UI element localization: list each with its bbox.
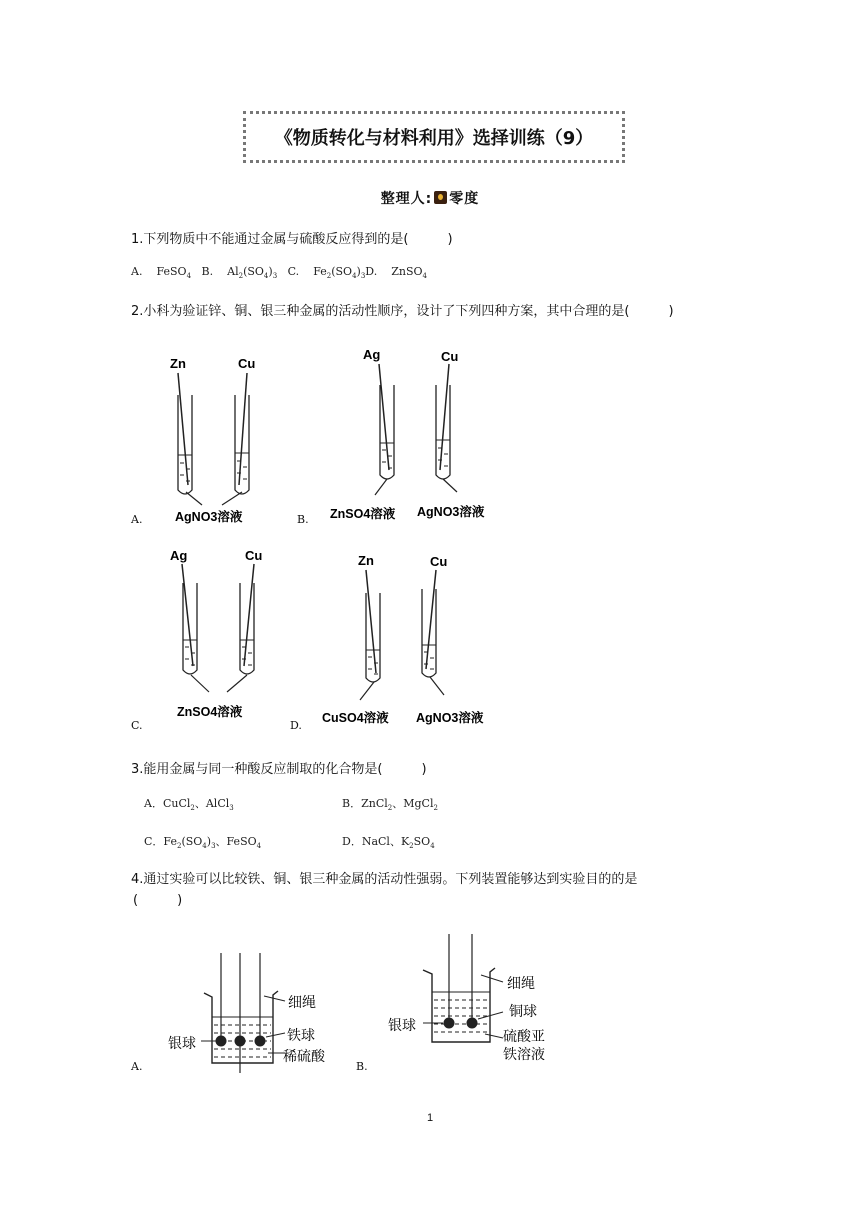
q4-b-copper-ball — [467, 1018, 478, 1029]
q2-figure-d — [320, 545, 500, 735]
q2-c-left-metal: Ag — [170, 548, 188, 563]
q1-stem: 1.下列物质中不能通过金属与硫酸反应得到的是( ) — [131, 232, 453, 247]
author-label: 整理人: — [380, 191, 433, 207]
q1-option-c: $Fe_2(SO_4)_3$ — [313, 265, 366, 281]
author-name: 零度 — [449, 191, 480, 207]
q4-stem-line2: ( ) — [133, 893, 183, 908]
q4-option-a-label: A. — [131, 1060, 143, 1073]
q2-option-a-label: A. — [131, 513, 143, 526]
q1-option-b-label: B. — [201, 265, 214, 278]
q1-options — [131, 265, 551, 280]
q4-a-acid-label: 稀硫酸 — [283, 1048, 325, 1064]
q4-a-rope-label: 细绳 — [288, 994, 316, 1010]
q2-c-solution: ZnSO4溶液 — [177, 705, 243, 719]
q2-stem: 2.小科为验证锌、铜、银三种金属的活动性顺序，设计了下列四种方案，其中合理的是( ) — [131, 304, 674, 319]
q4-a-silver-label: 银球 — [168, 1035, 196, 1051]
q2-c-cu-strip — [244, 564, 254, 666]
q1-option-a-label: A. — [131, 265, 143, 278]
q2-a-cu-strip — [239, 373, 247, 485]
q2-figure-c — [165, 540, 275, 725]
author-line — [0, 188, 860, 208]
q2-d-cu-strip — [426, 570, 436, 669]
q4-stem-line1: 4.通过实验可以比较铁、铜、银三种金属的活动性强弱。下列装置能够达到实验目的的是 — [131, 872, 638, 887]
q4-a-silver-ball — [216, 1036, 227, 1047]
q2-a-zn-strip — [178, 373, 188, 485]
q2-d-left-metal: Zn — [358, 553, 374, 568]
q2-b-right-solution: AgNO3溶液 — [417, 505, 485, 519]
q2-b-right-metal: Cu — [441, 349, 459, 364]
q2-option-d-label: D. — [290, 719, 302, 732]
q4-b-silver-label: 银球 — [388, 1017, 416, 1033]
q4-b-rope-label: 细绳 — [507, 975, 535, 991]
q3-option-d-label: D． — [342, 835, 362, 848]
q4-a-iron-ball — [255, 1036, 266, 1047]
q3-option-a: A．CuCl$_2$、AlCl$_3$ — [144, 797, 234, 813]
q2-a-solution: AgNO3溶液 — [175, 510, 243, 524]
q2-d-right-metal: Cu — [430, 554, 448, 569]
q2-a-right-metal: Cu — [238, 356, 256, 371]
q3-option-b-label: B． — [342, 797, 362, 810]
q3-option-c: C．$Fe_2(SO_4)_3$、FeSO$_4$ — [144, 835, 262, 851]
q4-figure-a — [160, 945, 350, 1075]
q3-option-a-label: A． — [144, 797, 163, 810]
q1-option-d-label: D. — [365, 265, 378, 278]
q3-option-d: D．NaCl、$K_2SO_4$ — [342, 835, 435, 851]
q3-option-c-label: C． — [144, 835, 164, 848]
q1-option-a: FeSO$_4$ — [156, 265, 192, 281]
q2-c-right-metal: Cu — [245, 548, 263, 563]
q4-a-iron-label: 铁球 — [287, 1027, 315, 1043]
q4-b-solution-label-1: 硫酸亚 — [503, 1028, 545, 1044]
q1-option-d: ZnSO$_4$ — [391, 265, 427, 281]
q2-d-left-solution: CuSO4溶液 — [322, 711, 389, 725]
q2-figure-b — [325, 340, 500, 530]
q4-b-copper-label: 铜球 — [509, 1003, 537, 1019]
page-number: 1 — [426, 1112, 434, 1124]
q4-b-solution-label-2: 铁溶液 — [503, 1046, 545, 1062]
author-avatar-icon — [434, 191, 447, 204]
q4-b-silver-ball — [444, 1018, 455, 1029]
q2-b-left-solution: ZnSO4溶液 — [330, 507, 396, 521]
page-title: 《物质转化与材料利用》选择训练（9） — [243, 111, 625, 163]
q4-a-copper-ball — [235, 1036, 246, 1047]
q2-d-right-solution: AgNO3溶液 — [416, 711, 484, 725]
q1-option-c-label: C. — [287, 265, 300, 278]
q2-figure-a — [160, 345, 270, 530]
q4-option-b-label: B. — [356, 1060, 368, 1073]
q2-b-left-metal: Ag — [363, 347, 381, 362]
q3-stem: 3.能用金属与同一种酸反应制取的化合物是( ) — [131, 762, 427, 777]
q4-a-beaker — [204, 991, 278, 1063]
q4-figure-b — [385, 930, 570, 1070]
q2-a-left-metal: Zn — [170, 356, 186, 371]
q1-option-b: $Al_2(SO_4)_3$ — [227, 265, 278, 281]
q2-option-b-label: B. — [297, 513, 309, 526]
q3-option-b: B．ZnCl$_2$、MgCl$_2$ — [342, 797, 438, 813]
q2-d-zn-strip — [366, 570, 376, 673]
q2-option-c-label: C. — [131, 719, 143, 732]
q4-b-beaker — [423, 968, 495, 1042]
